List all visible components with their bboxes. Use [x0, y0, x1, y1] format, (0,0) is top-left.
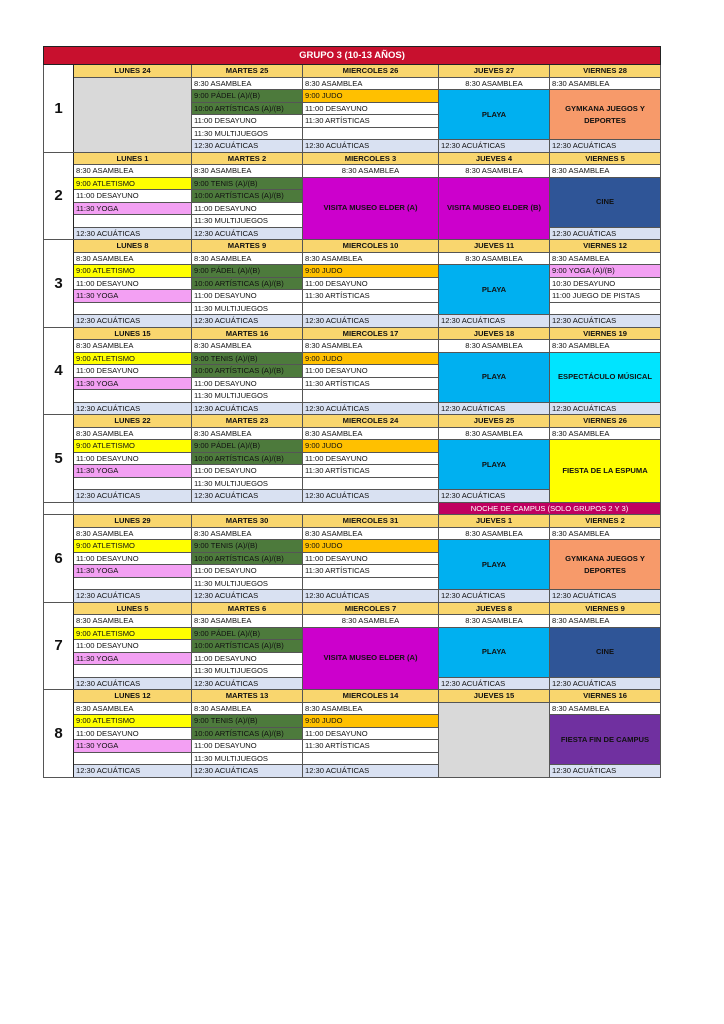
empty-cell — [74, 390, 192, 403]
day-header-tue: MARTES 13 — [192, 690, 303, 703]
special-event-banner: NOCHE DE CAMPUS (SOLO GRUPOS 2 Y 3) — [439, 502, 661, 515]
activity-cell: 12:30 ACUÁTICAS — [550, 765, 661, 778]
activity-cell: 9:00 PÁDEL (A)/(B) — [192, 265, 303, 278]
activity-cell: 11:30 ARTÍSTICAS — [303, 115, 439, 128]
empty-cell — [74, 477, 192, 490]
activity-cell: 11:00 DESAYUNO — [303, 452, 439, 465]
event-block: CINE — [550, 627, 661, 677]
activity-cell: 11:30 YOGA — [74, 202, 192, 215]
activity-cell: 11:30 MULTIJUEGOS — [192, 577, 303, 590]
activity-cell: 11:30 YOGA — [74, 290, 192, 303]
activity-cell: 8:30 ASAMBLEA — [192, 527, 303, 540]
activity-cell: 8:30 ASAMBLEA — [74, 340, 192, 353]
activity-cell: 8:30 ASAMBLEA — [192, 615, 303, 628]
activity-cell: 9:00 ATLETISMO — [74, 540, 192, 553]
day-header-tue: MARTES 30 — [192, 515, 303, 528]
activity-cell: 12:30 ACUÁTICAS — [74, 590, 192, 603]
activity-cell: 11:00 DESAYUNO — [74, 552, 192, 565]
activity-cell: 12:30 ACUÁTICAS — [550, 315, 661, 328]
activity-cell: 8:30 ASAMBLEA — [74, 702, 192, 715]
activity-cell: 11:00 DESAYUNO — [192, 202, 303, 215]
empty-cell — [74, 502, 439, 515]
activity-cell: 11:30 ARTÍSTICAS — [303, 377, 439, 390]
activity-cell: 11:30 ARTÍSTICAS — [303, 465, 439, 478]
activity-cell: 9:00 ATLETISMO — [74, 440, 192, 453]
week-8-header-row — [44, 690, 661, 703]
activity-cell: 8:30 ASAMBLEA — [303, 340, 439, 353]
activity-cell: 11:00 DESAYUNO — [192, 740, 303, 753]
activity-cell: 12:30 ACUÁTICAS — [192, 677, 303, 690]
activity-cell: 10:00 ARTÍSTICAS (A)/(B) — [192, 640, 303, 653]
empty-cell — [74, 665, 192, 678]
day-header-thu: JUEVES 11 — [439, 240, 550, 253]
activity-cell: 8:30 ASAMBLEA — [550, 615, 661, 628]
activity-cell: 9:00 JUDO — [303, 352, 439, 365]
day-header-mon: LUNES 1 — [74, 152, 192, 165]
activity-cell: 12:30 ACUÁTICAS — [550, 140, 661, 153]
activity-cell: 9:00 ATLETISMO — [74, 715, 192, 728]
day-header-fri: VIERNES 26 — [550, 415, 661, 428]
activity-cell: 12:30 ACUÁTICAS — [74, 490, 192, 503]
activity-cell: 12:30 ACUÁTICAS — [550, 590, 661, 603]
event-block: PLAYA — [439, 627, 550, 677]
activity-cell: 11:00 DESAYUNO — [74, 452, 192, 465]
activity-cell: 8:30 ASAMBLEA — [74, 427, 192, 440]
activity-cell: 11:00 DESAYUNO — [303, 727, 439, 740]
activity-cell: 8:30 ASAMBLEA — [303, 615, 439, 628]
week-number: 2 — [44, 152, 74, 240]
empty-day-cell — [439, 702, 550, 777]
activity-cell: 8:30 ASAMBLEA — [192, 702, 303, 715]
activity-cell: 8:30 ASAMBLEA — [192, 427, 303, 440]
activity-cell: 8:30 ASAMBLEA — [74, 165, 192, 178]
week-6-header-row — [44, 515, 661, 528]
day-header-tue: MARTES 6 — [192, 602, 303, 615]
activity-cell: 11:30 MULTIJUEGOS — [192, 302, 303, 315]
activity-cell: 9:00 JUDO — [303, 265, 439, 278]
activity-cell: 9:00 ATLETISMO — [74, 265, 192, 278]
week-number: 1 — [44, 65, 74, 153]
week-5-header-row — [44, 415, 661, 428]
title-row — [44, 47, 661, 65]
day-header-fri: VIERNES 16 — [550, 690, 661, 703]
activity-cell: 12:30 ACUÁTICAS — [74, 315, 192, 328]
week-2-header-row — [44, 152, 661, 165]
activity-cell: 12:30 ACUÁTICAS — [439, 402, 550, 415]
activity-cell: 8:30 ASAMBLEA — [550, 165, 661, 178]
day-header-wed: MIERCOLES 7 — [303, 602, 439, 615]
day-header-thu: JUEVES 18 — [439, 327, 550, 340]
activity-cell: 12:30 ACUÁTICAS — [74, 677, 192, 690]
week-number: 6 — [44, 515, 74, 603]
event-block: FIESTA DE LA ESPUMA — [550, 440, 661, 503]
activity-cell: 9:00 ATLETISMO — [74, 352, 192, 365]
activity-cell: 11:30 MULTIJUEGOS — [192, 390, 303, 403]
empty-cell — [74, 302, 192, 315]
activity-cell: 11:30 MULTIJUEGOS — [192, 215, 303, 228]
activity-cell: 8:30 ASAMBLEA — [303, 252, 439, 265]
week-4-header-row — [44, 327, 661, 340]
empty-cell — [303, 302, 439, 315]
activity-cell: 8:30 ASAMBLEA — [303, 527, 439, 540]
activity-cell: 8:30 ASAMBLEA — [439, 527, 550, 540]
day-header-mon: LUNES 12 — [74, 690, 192, 703]
activity-cell: 12:30 ACUÁTICAS — [439, 677, 550, 690]
day-header-fri: VIERNES 9 — [550, 602, 661, 615]
activity-cell: 11:30 MULTIJUEGOS — [192, 477, 303, 490]
activity-cell: 8:30 ASAMBLEA — [439, 340, 550, 353]
day-header-fri: VIERNES 19 — [550, 327, 661, 340]
activity-cell: 9:00 JUDO — [303, 440, 439, 453]
activity-cell: 12:30 ACUÁTICAS — [550, 227, 661, 240]
activity-cell: 10:00 ARTÍSTICAS (A)/(B) — [192, 552, 303, 565]
activity-cell: 8:30 ASAMBLEA — [439, 252, 550, 265]
activity-cell: 11:30 YOGA — [74, 465, 192, 478]
activity-cell: 9:00 JUDO — [303, 90, 439, 103]
activity-cell: 12:30 ACUÁTICAS — [303, 590, 439, 603]
activity-cell: 12:30 ACUÁTICAS — [439, 140, 550, 153]
activity-cell: 9:00 JUDO — [303, 715, 439, 728]
activity-cell: 8:30 ASAMBLEA — [550, 252, 661, 265]
week-number: 5 — [44, 415, 74, 503]
event-block: PLAYA — [439, 265, 550, 315]
day-header-mon: LUNES 5 — [74, 602, 192, 615]
activity-cell: 9:00 ATLETISMO — [74, 177, 192, 190]
empty-cell — [303, 127, 439, 140]
activity-cell: 11:30 YOGA — [74, 652, 192, 665]
event-block: CINE — [550, 177, 661, 227]
activity-cell: 12:30 ACUÁTICAS — [303, 315, 439, 328]
week-number: 8 — [44, 690, 74, 778]
empty-cell — [550, 302, 661, 315]
day-header-wed: MIERCOLES 26 — [303, 65, 439, 78]
activity-cell: 12:30 ACUÁTICAS — [74, 765, 192, 778]
empty-cell — [303, 390, 439, 403]
activity-cell: 8:30 ASAMBLEA — [303, 427, 439, 440]
activity-cell: 10:00 ARTÍSTICAS (A)/(B) — [192, 102, 303, 115]
activity-cell: 9:00 JUDO — [303, 540, 439, 553]
activity-cell: 12:30 ACUÁTICAS — [303, 765, 439, 778]
activity-cell: 12:30 ACUÁTICAS — [192, 402, 303, 415]
activity-cell: 11:00 DESAYUNO — [74, 640, 192, 653]
activity-cell: 12:30 ACUÁTICAS — [303, 490, 439, 503]
event-block: PLAYA — [439, 352, 550, 402]
activity-cell: 8:30 ASAMBLEA — [303, 702, 439, 715]
activity-cell: 12:30 ACUÁTICAS — [550, 402, 661, 415]
special-event-row — [44, 502, 661, 515]
activity-cell: 9:00 YOGA (A)/(B) — [550, 265, 661, 278]
day-header-tue: MARTES 23 — [192, 415, 303, 428]
activity-cell: 11:30 YOGA — [74, 377, 192, 390]
activity-cell: 10:00 ARTÍSTICAS (A)/(B) — [192, 277, 303, 290]
event-block: ESPECTÁCULO MÚSICAL — [550, 352, 661, 402]
day-header-wed: MIERCOLES 14 — [303, 690, 439, 703]
activity-cell: 8:30 ASAMBLEA — [192, 340, 303, 353]
activity-cell: 8:30 ASAMBLEA — [192, 77, 303, 90]
activity-cell: 10:00 ARTÍSTICAS (A)/(B) — [192, 727, 303, 740]
day-header-mon: LUNES 8 — [74, 240, 192, 253]
activity-cell: 8:30 ASAMBLEA — [439, 165, 550, 178]
activity-cell: 12:30 ACUÁTICAS — [74, 402, 192, 415]
activity-cell: 9:00 PÁDEL (A)/(B) — [192, 440, 303, 453]
day-header-mon: LUNES 29 — [74, 515, 192, 528]
activity-cell: 8:30 ASAMBLEA — [439, 615, 550, 628]
empty-cell — [303, 577, 439, 590]
day-header-thu: JUEVES 8 — [439, 602, 550, 615]
event-block: GYMKANA JUEGOS Y DEPORTES — [550, 90, 661, 140]
activity-cell: 11:30 MULTIJUEGOS — [192, 127, 303, 140]
activity-cell: 8:30 ASAMBLEA — [192, 165, 303, 178]
activity-cell: 9:00 TENIS (A)/(B) — [192, 715, 303, 728]
activity-cell: 11:00 DESAYUNO — [192, 565, 303, 578]
activity-cell: 9:00 ATLETISMO — [74, 627, 192, 640]
activity-cell: 11:30 MULTIJUEGOS — [192, 665, 303, 678]
day-header-tue: MARTES 9 — [192, 240, 303, 253]
activity-cell: 11:00 DESAYUNO — [303, 552, 439, 565]
day-header-thu: JUEVES 4 — [439, 152, 550, 165]
activity-cell: 8:30 ASAMBLEA — [192, 252, 303, 265]
day-header-thu: JUEVES 27 — [439, 65, 550, 78]
day-header-mon: LUNES 15 — [74, 327, 192, 340]
activity-cell: 8:30 ASAMBLEA — [550, 702, 661, 715]
activity-cell: 8:30 ASAMBLEA — [303, 165, 439, 178]
activity-cell: 8:30 ASAMBLEA — [439, 427, 550, 440]
day-header-mon: LUNES 22 — [74, 415, 192, 428]
activity-cell: 8:30 ASAMBLEA — [303, 77, 439, 90]
day-header-wed: MIERCOLES 24 — [303, 415, 439, 428]
event-block: FIESTA FIN DE CAMPUS — [550, 715, 661, 765]
activity-cell: 10:00 ARTÍSTICAS (A)/(B) — [192, 365, 303, 378]
activity-cell: 11:00 DESAYUNO — [74, 365, 192, 378]
day-header-wed: MIERCOLES 10 — [303, 240, 439, 253]
day-header-fri: VIERNES 2 — [550, 515, 661, 528]
day-header-wed: MIERCOLES 31 — [303, 515, 439, 528]
activity-cell: 11:30 ARTÍSTICAS — [303, 565, 439, 578]
activity-cell: 12:30 ACUÁTICAS — [74, 227, 192, 240]
activity-cell: 11:00 DESAYUNO — [303, 365, 439, 378]
activity-cell: 8:30 ASAMBLEA — [550, 77, 661, 90]
activity-cell: 9:00 TENIS (A)/(B) — [192, 540, 303, 553]
activity-cell: 12:30 ACUÁTICAS — [303, 140, 439, 153]
week-number: 7 — [44, 602, 74, 690]
day-header-fri: VIERNES 5 — [550, 152, 661, 165]
activity-cell: 11:00 JUEGO DE PISTAS — [550, 290, 661, 303]
day-header-tue: MARTES 16 — [192, 327, 303, 340]
activity-cell: 11:30 ARTÍSTICAS — [303, 290, 439, 303]
activity-cell: 11:00 DESAYUNO — [303, 277, 439, 290]
activity-cell: 12:30 ACUÁTICAS — [192, 227, 303, 240]
activity-cell: 9:00 PÁDEL (A)/(B) — [192, 90, 303, 103]
empty-day-cell — [74, 77, 192, 152]
day-header-mon: LUNES 24 — [74, 65, 192, 78]
activity-cell: 12:30 ACUÁTICAS — [192, 140, 303, 153]
event-block: VISITA MUSEO ELDER (A) — [303, 177, 439, 240]
empty-cell — [44, 502, 74, 515]
week-number: 4 — [44, 327, 74, 415]
activity-cell: 10:00 ARTÍSTICAS (A)/(B) — [192, 190, 303, 203]
empty-cell — [74, 752, 192, 765]
event-block: GYMKANA JUEGOS Y DEPORTES — [550, 540, 661, 590]
day-header-thu: JUEVES 25 — [439, 415, 550, 428]
activity-cell: 9:00 TENIS (A)/(B) — [192, 177, 303, 190]
activity-cell: 11:30 YOGA — [74, 565, 192, 578]
activity-cell: 12:30 ACUÁTICAS — [439, 315, 550, 328]
activity-cell: 11:00 DESAYUNO — [74, 277, 192, 290]
activity-cell: 9:00 PÁDEL (A)/(B) — [192, 627, 303, 640]
activity-cell: 12:30 ACUÁTICAS — [192, 490, 303, 503]
activity-cell: 11:00 DESAYUNO — [192, 652, 303, 665]
event-block: VISITA MUSEO ELDER (A) — [303, 627, 439, 690]
event-block: PLAYA — [439, 90, 550, 140]
activity-cell: 12:30 ACUÁTICAS — [550, 677, 661, 690]
day-header-tue: MARTES 25 — [192, 65, 303, 78]
schedule-title: GRUPO 3 (10-13 AÑOS) — [44, 47, 661, 65]
day-header-fri: VIERNES 12 — [550, 240, 661, 253]
activity-cell: 11:00 DESAYUNO — [192, 377, 303, 390]
activity-cell: 8:30 ASAMBLEA — [550, 340, 661, 353]
day-header-thu: JUEVES 1 — [439, 515, 550, 528]
day-header-wed: MIERCOLES 17 — [303, 327, 439, 340]
activity-cell: 8:30 ASAMBLEA — [550, 427, 661, 440]
event-block: PLAYA — [439, 440, 550, 490]
event-block: VISITA MUSEO ELDER (B) — [439, 177, 550, 240]
empty-cell — [303, 477, 439, 490]
empty-cell — [74, 215, 192, 228]
activity-cell: 9:00 TENIS (A)/(B) — [192, 352, 303, 365]
empty-cell — [74, 577, 192, 590]
week-3-header-row — [44, 240, 661, 253]
week-7-header-row — [44, 602, 661, 615]
activity-cell: 12:30 ACUÁTICAS — [192, 765, 303, 778]
activity-cell: 8:30 ASAMBLEA — [439, 77, 550, 90]
activity-cell: 8:30 ASAMBLEA — [74, 615, 192, 628]
activity-cell: 11:00 DESAYUNO — [192, 290, 303, 303]
day-header-wed: MIERCOLES 3 — [303, 152, 439, 165]
activity-cell: 11:30 YOGA — [74, 740, 192, 753]
empty-cell — [303, 752, 439, 765]
activity-cell: 8:30 ASAMBLEA — [74, 527, 192, 540]
day-header-tue: MARTES 2 — [192, 152, 303, 165]
day-header-fri: VIERNES 28 — [550, 65, 661, 78]
activity-cell: 12:30 ACUÁTICAS — [439, 490, 550, 503]
activity-cell: 11:30 ARTÍSTICAS — [303, 740, 439, 753]
activity-cell: 11:00 DESAYUNO — [192, 465, 303, 478]
schedule-table — [43, 46, 661, 778]
activity-cell: 12:30 ACUÁTICAS — [303, 402, 439, 415]
activity-cell: 8:30 ASAMBLEA — [550, 527, 661, 540]
activity-cell: 12:30 ACUÁTICAS — [192, 315, 303, 328]
activity-cell: 11:00 DESAYUNO — [74, 727, 192, 740]
activity-cell: 8:30 ASAMBLEA — [74, 252, 192, 265]
activity-cell: 12:30 ACUÁTICAS — [192, 590, 303, 603]
activity-cell: 11:00 DESAYUNO — [192, 115, 303, 128]
activity-cell: 11:00 DESAYUNO — [303, 102, 439, 115]
activity-cell: 11:30 MULTIJUEGOS — [192, 752, 303, 765]
activity-cell: 12:30 ACUÁTICAS — [439, 590, 550, 603]
event-block: PLAYA — [439, 540, 550, 590]
activity-cell: 10:30 DESAYUNO — [550, 277, 661, 290]
week-1-header-row — [44, 65, 661, 78]
day-header-thu: JUEVES 15 — [439, 690, 550, 703]
activity-cell: 10:00 ARTÍSTICAS (A)/(B) — [192, 452, 303, 465]
week-number: 3 — [44, 240, 74, 328]
activity-cell: 11:00 DESAYUNO — [74, 190, 192, 203]
